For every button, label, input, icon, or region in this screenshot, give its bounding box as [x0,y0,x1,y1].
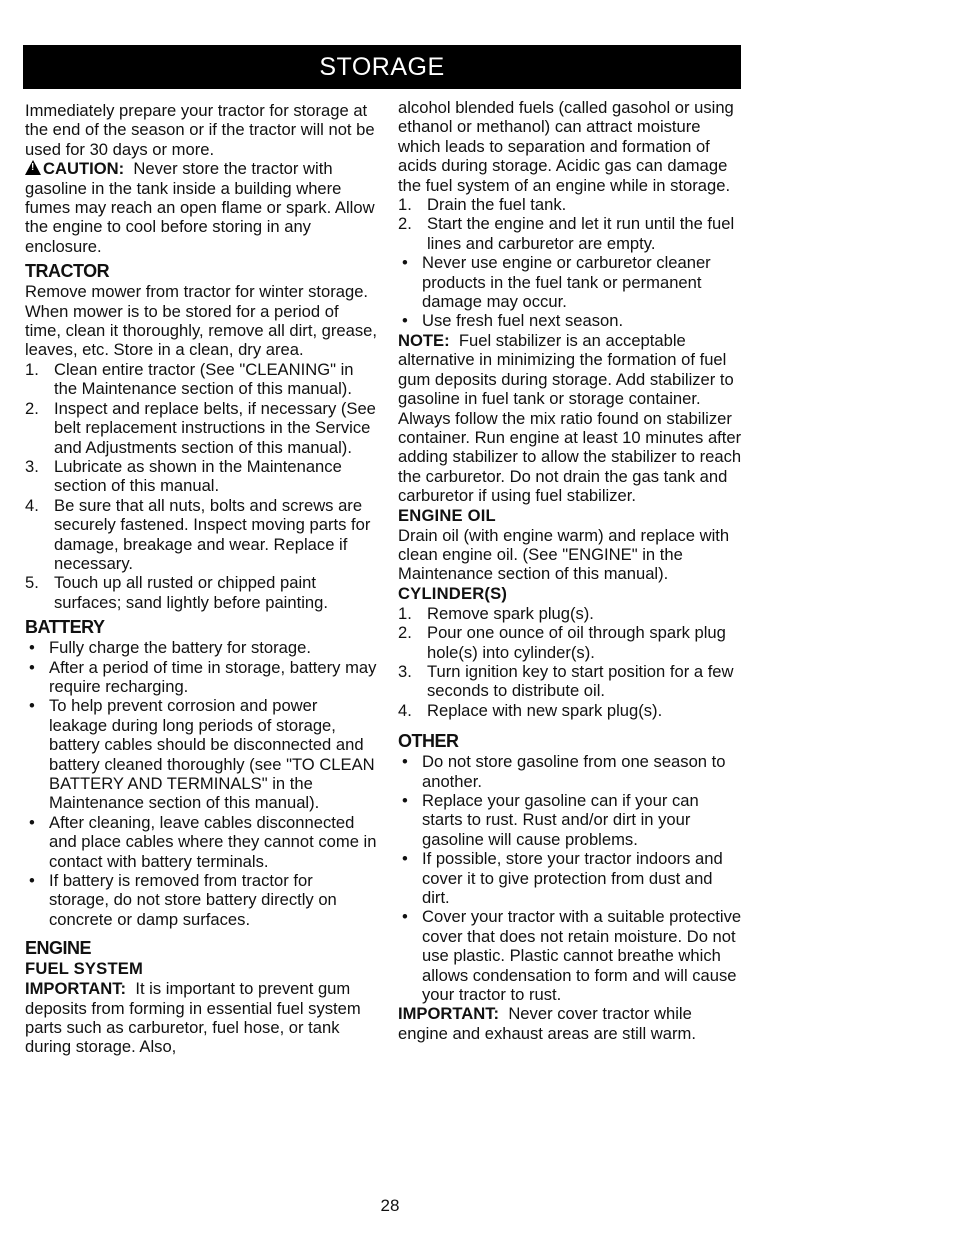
list-item [25,360,377,399]
step-text: Be sure that all nuts, bolts and screws are securely fastened. Inspect moving parts for damage, breakage and wear. Replace if necessary. [54,495,371,573]
caution-text: Never store the tractor with gasoline in the tank inside a building where fumes may reach an open flame or spark. Allow the engine to cool before storing in any enclosure. [25,159,375,256]
step-number: 4. [398,700,412,720]
bullet: • [402,791,408,810]
bullet: • [402,253,408,273]
section-title-banner [23,45,741,89]
note-paragraph [398,331,743,506]
left-column [25,101,377,1057]
bullet-text: Use fresh fuel next season. [422,311,624,331]
bullet-text: If battery is removed from tractor for storage, do not store battery directly on concrete or damp surfaces. [49,871,337,929]
list-item [398,701,743,720]
list-item [398,214,743,253]
important-text: Never cover tractor while engine and exhaust areas are still warm. [398,1004,696,1043]
list-item [398,604,743,623]
note-label: NOTE: [398,330,450,350]
step-number: 3. [25,456,39,476]
fuel-continued-paragraph: alcohol blended fuels (called gasohol or using ethanol or methanol) can attract moisture which leads to separation and formation of acids during storage. Acidic gas can damage the fuel system of an engine while in storage. [398,98,734,195]
list-item [25,658,377,697]
bullet-text: Fully charge the battery for storage. [49,638,311,658]
important-text: It is important to prevent gum deposits from forming in essential fuel system parts such as carburetor, fuel hose, or tank during storage. Also, [25,979,361,1057]
bullet-text: After cleaning, leave cables disconnected and place cables where they cannot come in contact with battery terminals. [49,812,377,871]
fuel-system-heading: FUEL SYSTEM [25,959,144,979]
bullet: • [402,311,408,331]
warning-triangle-icon [25,160,41,175]
page-number: 28 [380,1196,400,1215]
step-text: Pour one ounce of oil through spark plug hole(s) into cylinder(s). [427,623,726,662]
bullet-text: Never use engine or carburetor cleaner products in the fuel tank or permanent damage may occur. [422,253,711,312]
step-number: 4. [25,495,39,515]
list-item [398,791,743,849]
cylinder-steps [398,604,743,720]
engine-heading: ENGINE [25,938,92,959]
battery-heading: BATTERY [25,617,105,638]
intro-paragraph: Immediately prepare your tractor for storage at the end of the season or if the tractor will not be used for 30 days or more. [25,101,375,159]
step-text: Clean entire tractor (See "CLEANING" in the Maintenance section of this manual). [54,359,354,399]
step-number: 1. [398,195,412,215]
bullet: • [29,638,35,658]
list-item [398,752,743,791]
step-text: Lubricate as shown in the Maintenance section of this manual. [54,456,342,496]
other-heading: OTHER [398,731,459,752]
list-item [398,623,743,662]
engine-oil-heading: ENGINE OIL [398,505,496,525]
step-number: 2. [398,214,412,234]
list-item [25,496,377,574]
tractor-steps [25,360,377,612]
step-text: Replace with new spark plug(s). [427,700,663,720]
list-item [398,253,743,311]
important-label: IMPORTANT: [398,1004,500,1024]
note-text: Fuel stabilizer is an acceptable alternative in minimizing the formation of fuel gum deposits during storage. Add stabilizer to gasoline in fuel tank or storage container. Always follow the mix ratio found on stabilizer container. Run engine at least 10 minutes after adding stabilizer to allow the stabilizer to reach the carburetor. Do not drain the gas tank and carburetor if using fuel stabilizer. [398,330,742,506]
bullet-text: Cover your tractor with a suitable protective cover that does not retain moisture. Do not use plastic. Plastic cannot breathe which allows condensation to form and will cause your tractor to rust. [422,907,742,1005]
list-item [398,907,743,1004]
list-item [25,457,377,496]
list-item [398,195,743,214]
bullet-text: Do not store gasoline from one season to another. [422,752,726,791]
engine-oil-text: Drain oil (with engine warm) and replace with clean engine oil. (See "ENGINE" in the Maintenance section of this manual). [398,525,730,584]
caution-paragraph [25,159,377,256]
tractor-heading: TRACTOR [25,261,110,282]
battery-list [25,638,377,929]
step-number: 3. [398,661,412,681]
fuel-steps [398,195,743,253]
list-item [398,662,743,701]
step-number: 5. [25,573,39,593]
other-list [398,752,743,1004]
fuel-important-paragraph [25,979,377,1057]
list-item [398,849,743,907]
other-important-paragraph [398,1004,743,1043]
fuel-bullets [398,253,743,331]
step-number: 2. [398,623,412,643]
bullet: • [402,752,408,772]
step-number: 2. [25,398,39,418]
list-item [25,573,377,612]
list-item [25,813,377,871]
bullet: • [402,907,408,927]
step-text: Inspect and replace belts, if necessary (See belt replacement instructions in the Service and Adjustments section of this manual). [54,398,376,457]
caution-label: CAUTION: [43,159,125,179]
cylinders-heading: CYLINDER(S) [398,583,508,603]
list-item [25,399,377,457]
important-label: IMPORTANT: [25,979,127,999]
bullet-text: To help prevent corrosion and power leakage during long periods of storage, battery cables should be disconnected and battery cleaned thoroughly (see "TO CLEAN BATTERY AND TERMINALS" in the Maintenance section of this manual). [49,696,375,813]
step-number: 1. [398,603,412,623]
step-number: 1. [25,359,39,379]
list-item [25,871,377,929]
step-text: Drain the fuel tank. [427,195,567,215]
bullet-text: After a period of time in storage, battery may require recharging. [49,657,377,696]
bullet: • [29,696,35,716]
list-item [25,638,377,657]
bullet-text: If possible, store your tractor indoors and cover it to give protection from dust and dirt. [422,849,723,908]
step-text: Start the engine and let it run until the fuel lines and carburetor are empty. [427,214,735,253]
bullet: • [29,812,35,832]
right-column [398,98,743,1043]
bullet: • [29,871,35,891]
list-item [398,311,743,330]
step-text: Touch up all rusted or chipped paint surfaces; sand lightly before painting. [54,573,328,612]
step-text: Turn ignition key to start position for a few seconds to distribute oil. [427,661,734,701]
tractor-text: Remove mower from tractor for winter storage. When mower is to be stored for a period of time, clean it thoroughly, remove all dirt, grease, leaves, etc. Store in a clean, dry area. [25,282,378,360]
page-title: STORAGE [319,53,445,81]
bullet-text: Replace your gasoline can if your can starts to rust. Rust and/or dirt in your gasoline will cause problems. [422,791,699,849]
bullet: • [402,849,408,869]
list-item [25,696,377,812]
step-text: Remove spark plug(s). [427,603,594,623]
bullet: • [29,657,35,677]
